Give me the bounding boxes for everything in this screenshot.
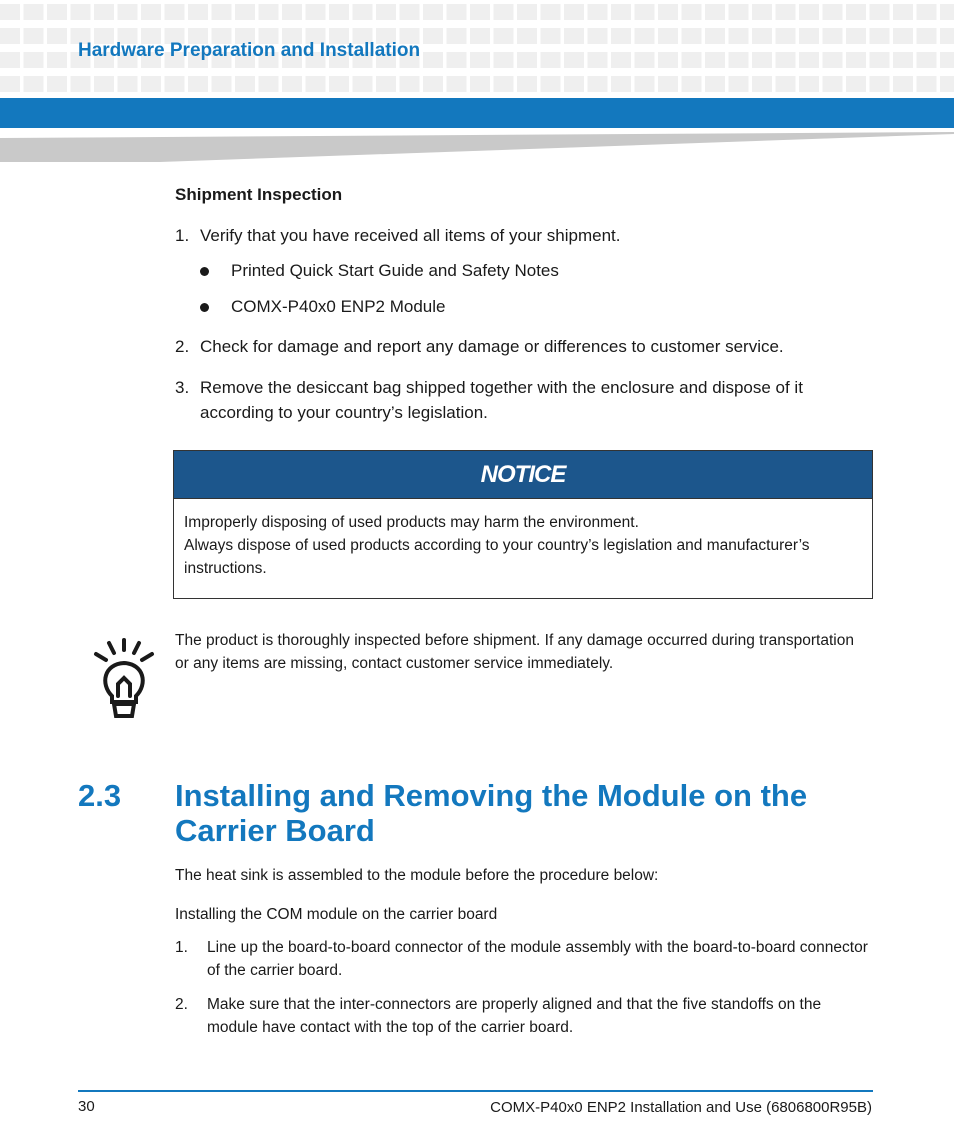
step-number: 1. bbox=[175, 939, 188, 956]
notice-header bbox=[174, 451, 872, 499]
step-text: Verify that you have received all items of your shipment. bbox=[200, 226, 621, 245]
notice-label: NOTICE bbox=[480, 460, 566, 488]
document-title: COMX-P40x0 ENP2 Installation and Use (6806800R95B) bbox=[490, 1099, 872, 1116]
footer-rule bbox=[78, 1090, 873, 1092]
procedure-step bbox=[175, 993, 875, 1039]
section-number: 2.3 bbox=[78, 778, 122, 813]
shipment-heading: Shipment Inspection bbox=[175, 185, 343, 204]
step-number: 2. bbox=[175, 337, 190, 356]
header-bar bbox=[0, 98, 954, 128]
lightbulb-icon bbox=[92, 638, 156, 720]
shipment-step bbox=[175, 375, 865, 425]
step-text: Check for damage and report any damage or differences to customer service. bbox=[200, 337, 784, 356]
section-title: Installing and Removing the Module on the Carrier Board bbox=[175, 778, 808, 848]
list-item-text: COMX-P40x0 ENP2 Module bbox=[231, 297, 446, 316]
tip-text: The product is thoroughly inspected before shipment. If any damage occurred during transportation or any items are missing, contact customer service immediately. bbox=[175, 632, 854, 672]
bullet-icon bbox=[200, 267, 209, 276]
list-item bbox=[200, 258, 559, 283]
step-text: Make sure that the inter-connectors are properly aligned and that the five standoffs on the module have contact with the top of the carrier board. bbox=[207, 996, 822, 1036]
section-intro: The heat sink is assembled to the module before the procedure below: bbox=[175, 867, 659, 884]
shipment-step bbox=[175, 223, 865, 248]
page-number: 30 bbox=[78, 1098, 95, 1115]
step-number: 1. bbox=[175, 226, 190, 245]
header-swoosh bbox=[0, 130, 954, 164]
step-text: Line up the board-to-board connector of the module assembly with the board-to-board connector of the carrier board. bbox=[207, 939, 868, 979]
step-number: 3. bbox=[175, 378, 190, 397]
notice-text: Improperly disposing of used products may harm the environment. bbox=[184, 514, 639, 531]
procedure-step bbox=[175, 936, 875, 982]
notice-text: Always dispose of used products according to your country’s legislation and manufacturer’s instructions. bbox=[184, 537, 810, 577]
shipment-step bbox=[175, 334, 865, 359]
step-number: 2. bbox=[175, 996, 188, 1013]
bullet-icon bbox=[200, 303, 209, 312]
step-text: Remove the desiccant bag shipped together with the enclosure and dispose of it according to your country’s legislation. bbox=[200, 378, 803, 422]
notice-body bbox=[174, 499, 872, 580]
procedure-heading: Installing the COM module on the carrier board bbox=[175, 906, 498, 923]
notice-box bbox=[173, 450, 873, 599]
list-item bbox=[200, 294, 445, 319]
list-item-text: Printed Quick Start Guide and Safety Notes bbox=[231, 261, 559, 280]
running-header: Hardware Preparation and Installation bbox=[78, 40, 421, 61]
